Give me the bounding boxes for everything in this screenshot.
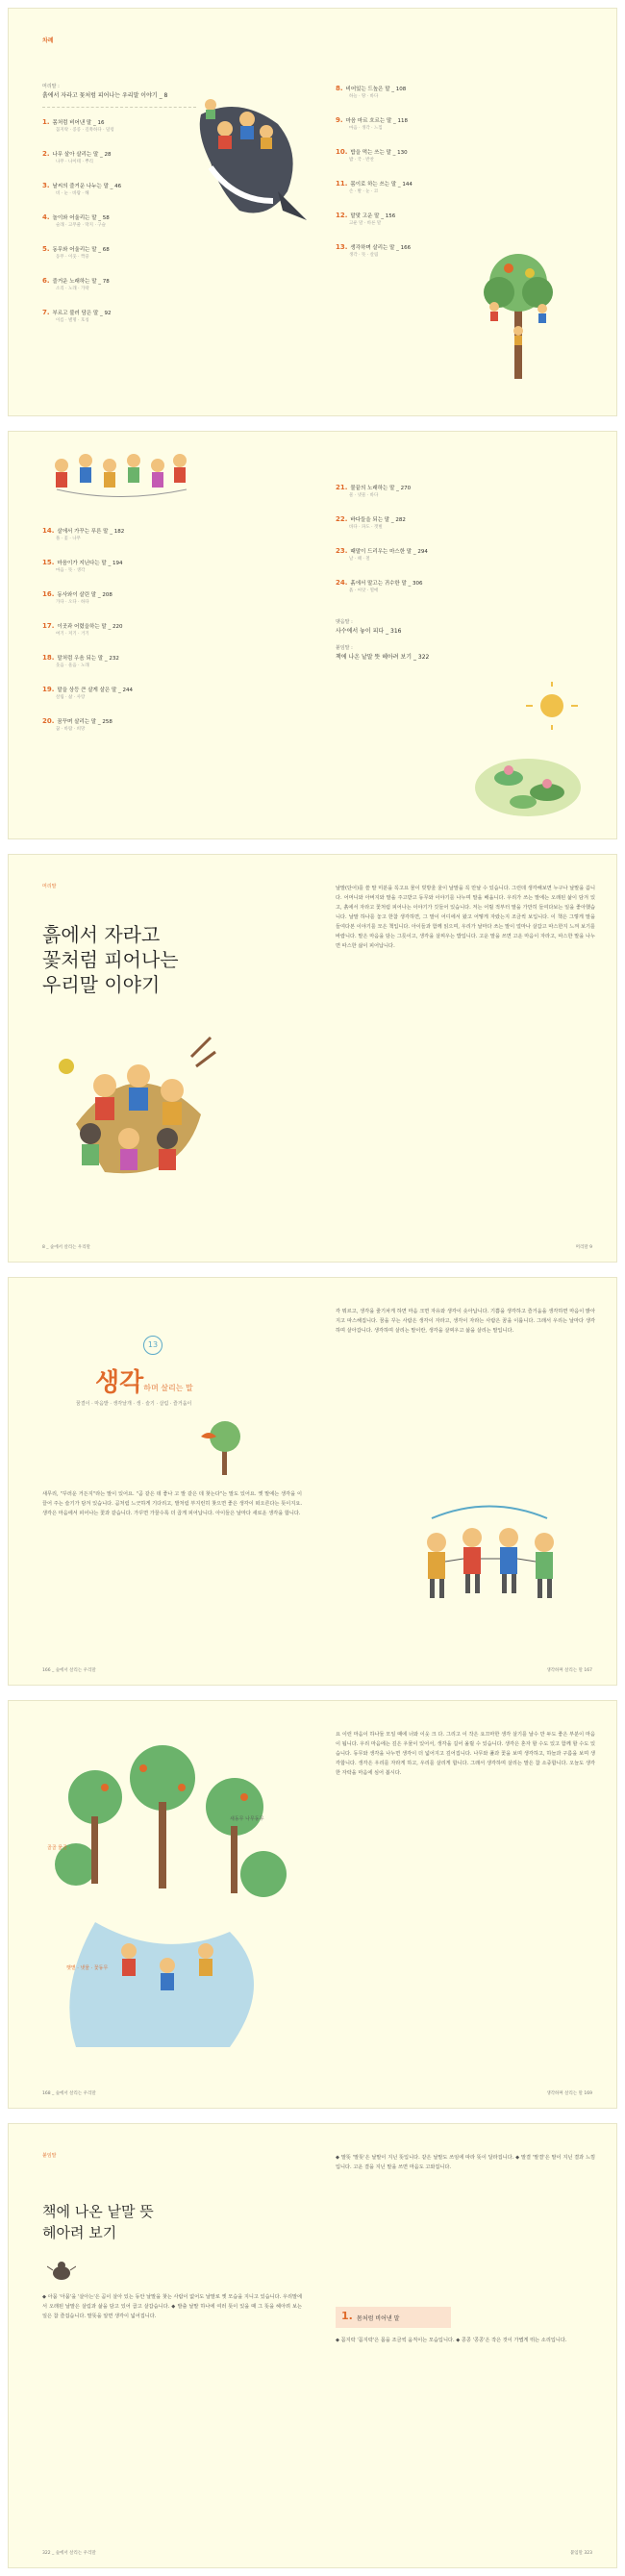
- subsection-body: ◆ 꼼지락 '꼼지락'은 몸을 조금씩 움직이는 모습입니다. ◆ 콩콩 '콩콩'은 작은 것이 가볍게 뛰는 소리입니다.: [336, 2338, 567, 2343]
- toc-item-22[interactable]: 22. 바다들을 되는 말 _ 282 바다 · 파도 · 갯벌: [336, 515, 406, 530]
- intro-label: 머리말 :: [42, 84, 60, 89]
- toc-item-11[interactable]: 11. 몸이로 하는 쓰는 말 _ 144 손 · 발 · 눈 · 코: [336, 180, 412, 194]
- toc-item-14[interactable]: 14. 살에서 가꾸는 푸른 말 _ 182 풀 · 꽃 · 나무: [42, 527, 125, 541]
- toc-item-18[interactable]: 18. 말처럼 우음 되는 말 _ 232 웃음 · 울음 · 노래: [42, 654, 119, 668]
- toc-item-8[interactable]: 8. 비어있는 드높은 말 _ 108 하늘 · 땅 · 바다: [336, 85, 407, 99]
- outro-label: 맺음말 :: [336, 619, 353, 625]
- toc-item-17[interactable]: 17. 이곳과 어렸을하는 말 _ 220 여기 · 저기 · 거기: [42, 622, 123, 637]
- toc-item-13[interactable]: 13. 생각하며 살리는 말 _ 166 생각 · 뜻 · 살림: [336, 243, 412, 258]
- folio-right: 생각하며 살리는 말 169: [546, 2091, 592, 2096]
- chapter-subtitle: 꿈결이 · 마음밭 · 생각날개 · 생 · 슬기 · 살림 · 즐거움이: [76, 1401, 192, 1407]
- preface-title: 흙에서 자라고 꽃처럼 피어나는 우리말 이야기: [42, 923, 179, 996]
- toc-item-23[interactable]: 23. 때말이 드리우는 마스한 말 _ 294 날 · 때 · 철: [336, 547, 428, 562]
- folio-left: 166 _ 숲에서 살리는 우리말: [42, 1668, 96, 1673]
- folio-left: 322 _ 숲에서 살리는 우리말: [42, 2551, 96, 2556]
- caption-tree: 새동무 나무동무: [230, 1816, 264, 1822]
- illustration-spread: [8, 1700, 617, 2109]
- toc-item-9[interactable]: 9. 마음 마르 흐르는 말 _ 118 마음 · 생각 · 느낌: [336, 116, 409, 131]
- bird-tree-illustration: [191, 1417, 259, 1475]
- toc-spread-1: [8, 8, 617, 416]
- folio-right: 붙임말 323: [569, 2551, 592, 2556]
- folio-right: 생각하며 살리는 말 167: [546, 1668, 592, 1673]
- toc-item-3[interactable]: 3. 날씨의 즐거운 나누는 말 _ 46 비 · 눈 · 바람 · 해: [42, 182, 122, 196]
- chapter-13-spread: [8, 1277, 617, 1686]
- forest-stream-illustration: [38, 1730, 297, 2057]
- children-holding-hands-illustration: [412, 1499, 566, 1614]
- toc-item-20[interactable]: 20. 꿈꾸며 살리는 말 _ 258 꿈 · 바람 · 희망: [42, 717, 112, 732]
- preface-label: 머리말: [42, 884, 57, 889]
- folk-characters-illustration: [47, 1028, 220, 1191]
- toc-item-21[interactable]: 21. 물끝의 노래하는 말 _ 270 물 · 냇물 · 바다: [336, 484, 412, 498]
- chapter-13-body-right: 각 뭐르고, 생각을 줄기차게 하면 마음 크면 자유와 생각이 솟아납니다. 기쁨을 생각하고 즐거움을 생각하면 마음이 밝아지고 따스해집니다. 꿈을 꾸는 사람은 생각이 자라고, 생각이 자라는 사람은 꿈을 이룹니다. 그래서 우리는 날마다 생각하며 살아갑니다. 생각하며 살리는 말이란, 생각을 살찌우고 삶을 살리는 말입니다.: [336, 1309, 595, 1334]
- toc-item-4[interactable]: 4. 놀이와 어울리는 말 _ 58 술래 · 고무줄 · 딱지 · 구슬: [42, 213, 110, 228]
- appendix-label: 붙임말: [42, 2153, 57, 2159]
- toc-heading: 차례: [42, 38, 54, 44]
- preface-spread: [8, 854, 617, 1263]
- appendix-body-left: ◆ 아뭄 '아뭄'을 '살아는'은 곰이 살아 있는 동안 날말을 찾는 사람이 없어도 날말로 옛 모습을 지니고 있습니다. 우리말에서 오래된 날말은 살림과 삶을 담고 있어 곱고 살갑습니다. ◆ 발출 날말 하나에 여러 뜻이 있을 때 그 뜻을 헤아려 보는 일은 참 즐겁습니다. 말뜻을 알면 생각이 넓어집니다.: [42, 2294, 302, 2319]
- chapter-13-body-left: 새무리, "꾸러운 거든지"라는 말이 있어요. "곰 같은 데 좋나 고 발 같은 데 찾는다"는 말도 있어요. 옛 말에는 생각을 이끌어 주는 슬기가 담겨 있습니다. 곰처럼 느긋하게 기다리고, 발처럼 부지런히 찾으면 좋은 생각이 떠오른다는 뜻이지요. 생각은 마음에서 피어나는 꽃과 같습니다. 가꾸면 가꿀수록 더 곱게 피어납니다. 아이들은 날마다 새로운 생각을 합니다.: [42, 1491, 302, 1516]
- illustration-spread-body: 요 이런 마음이 하나둘 모일 때에 너와 이웃 크 다. 그리고 이 작은 요끄마한 생각 살기를 날수 만 두도 좋은 부분이 마음이 됩니다. 우리 마음에는 깊은 우물이 있어서, 생각을 길어 올릴 수 있습니다. 생각은 혼자 할 수도 있고 함께 할 수도 있습니다. 동무와 생각을 나누면 생각이 더 넓어지고 깊어집니다. 나무와 풀과 꽃을 보며 생각하고, 하늘과 구름을 보며 생각합니다. 생각은 우리를 자라게 하고, 우리를 살리게 합니다. 그래서 생각하며 살리는 말은 참 소중합니다. 오늘도 생각 한 자락을 마음에 심어 봅시다.: [336, 1732, 595, 1776]
- appendix-title[interactable]: 책에 나온 낱말 뜻 헤아려 보기 _ 322: [336, 654, 430, 661]
- caption-left: 골골 물골 ·: [47, 1845, 71, 1851]
- appendix-title: 책에 나온 낱말 뜻 헤아려 보기: [42, 2203, 154, 2241]
- folio-right: 머리말 9: [575, 1245, 592, 1250]
- sun-pond-illustration: [470, 682, 595, 826]
- tree-children-illustration: [470, 239, 566, 384]
- appendix-body-right: ◆ 말뜻 '말뜻'은 날말이 지닌 뜻입니다. 같은 날말도 쓰임에 따라 뜻이 달라집니다. ◆ 말결 '말결'은 말이 지닌 결과 느낌입니다. 고운 결을 지닌 말을 쓰면 마음도 고와집니다.: [336, 2155, 595, 2170]
- caption-bottom: 햇볕 · 냇물 · 꽃동무: [66, 1965, 109, 1971]
- appendix-spread: [8, 2123, 617, 2568]
- toc-item-12[interactable]: 12. 말맞 고운 말 _ 156 고운 말 · 바른 말: [336, 212, 396, 226]
- outro-title[interactable]: 사수에서 놓이 피다 _ 316: [336, 628, 402, 635]
- subsection-header: 1. 몸처럼 비어낸 말: [336, 2307, 451, 2328]
- appendix-label: 붙임말 :: [336, 645, 353, 651]
- toc-item-19[interactable]: 19. 말을 상등 큰 살게 살은 말 _ 244 살림 · 삶 · 사랑: [42, 686, 134, 700]
- toc-spread-2: [8, 431, 617, 839]
- chapter-number-badge: 13: [143, 1336, 162, 1355]
- toc-item-2[interactable]: 2. 나무 살아 살리는 말 _ 28 나무 · 나이테 · 뿌리: [42, 150, 112, 164]
- folio-left: 8 _ 숲에서 살리는 우리말: [42, 1245, 90, 1250]
- children-circle-illustration: [47, 446, 191, 509]
- toc-item-7[interactable]: 7. 부르고 불러 담은 말 _ 92 이름 · 별명 · 호칭: [42, 309, 112, 323]
- toc-item-10[interactable]: 10. 밥을 먹는 쓰는 말 _ 130 밥 · 국 · 반찬: [336, 148, 408, 163]
- preface-body: 날말(단어)를 쓸 말 미분을 꼭고요 물이 빗방울 울이 날말을 꼭 만날 수 있습니다. 그런데 생각해보면 누구나 날말을 씀니다. 어머니와 아버지와 말을 주고받고 동무와 이야기를 나누며 말을 배웁니다. 우리가 쓰는 말에는 오래된 삶이 담겨 있고, 흙에서 자라고 꽃처럼 피어나는 이야기가 깃들어 있습니다. 저는 어릴 적부터 말을 가만히 들여다보는 일을 좋아했습니다. 날말 하나를 놓고 한참 생각하면, 그 말이 어디에서 왔고 어떻게 자랐는지 조금씩 보입니다. 이 책은 그렇게 말을 들여다본 이야기를 모은 책입니다. 아이들과 함께 읽으며, 우리가 날마다 쓰는 말이 얼마나 살갑고 따스한지 느껴 보기를 바랍니다. 말은 마음을 담는 그릇이고, 생각을 살찌우는 밥입니다. 고운 말을 쓰면 고운 마음이 자라고, 따스한 말을 나누면 따스한 삶이 피어납니다.: [336, 886, 595, 949]
- toc-item-16[interactable]: 16. 동사와이 살린 말 _ 208 가다 · 오다 · 하다: [42, 590, 112, 605]
- toc-item-6[interactable]: 6. 즐거운 노래하는 말 _ 78 소리 · 노래 · 가락: [42, 277, 110, 291]
- toc-item-1[interactable]: 1. 몸처럼 비어낸 말 _ 16 꼼지락 · 콩콩 · 길쭉하다 · 덜렁: [42, 118, 114, 133]
- intro-title: 흙에서 자라고 꽃처럼 피어나는 우리말 이야기 _ 8: [42, 92, 168, 99]
- toc-item-5[interactable]: 5. 동무와 어울리는 말 _ 68 동무 · 이웃 · 짝꿍: [42, 245, 110, 260]
- bug-illustration: [47, 2259, 76, 2284]
- toc-item-15[interactable]: 15. 마음이가 지닌다는 말 _ 194 마음 · 뜻 · 생각: [42, 559, 123, 573]
- chapter-title: 생각하며 살리는 말: [95, 1368, 193, 1397]
- toc-item-24[interactable]: 24. 흙에서 말고는 귀수한 말 _ 306 흙 · 씨앗 · 열매: [336, 579, 423, 593]
- folio-left: 168 _ 숲에서 살리는 우리말: [42, 2091, 96, 2096]
- whale-illustration: [182, 76, 316, 230]
